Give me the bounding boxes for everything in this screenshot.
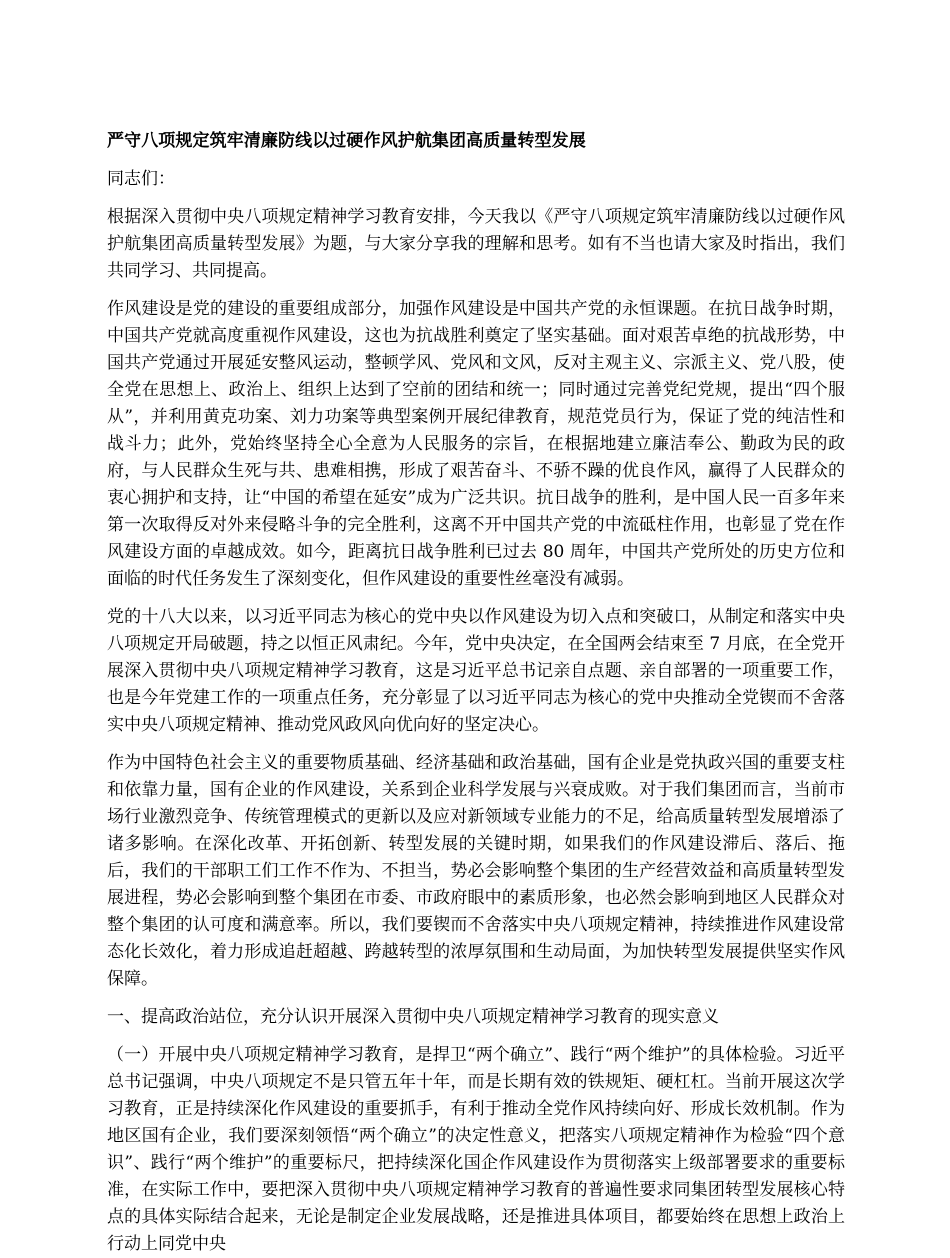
subsection-paragraph-1: （一）开展中央八项规定精神学习教育，是捍卫“两个确立”、践行“两个维护”的具体检验。习近平总书记强调，中央八项规定不是只管五年十年，而是长期有效的铁规矩、硬杠杠。当前开展这次学习教育，正是持续深化作风建设的重要抓手，有利于推动全党作风持续向好、形成长效机制。作为地区国有企业，我们要深刻领悟“两个确立”的决定性意义，把落实八项规定精神作为检验“四个意识”、践行“两个维护”的重要标尺，把持续深化国企作风建设作为贯彻落实上级部署要求的重要标准，在实际工作中，要把深入贯彻中央八项规定精神学习教育的普遍性要求同集团转型发展核心特点的具体实际结合起来，无论是制定企业发展战略，还是推进具体项目，都要始终在思想上政治上行动上同党中央 <box>107 1045 845 1254</box>
body-paragraph-1: 根据深入贯彻中央八项规定精神学习教育安排，今天我以《严守八项规定筑牢清廉防线以过硬作风护航集团高质量转型发展》为题，与大家分享我的理解和思考。如有不当也请大家及时指出，我们共同学习、共同提高。 <box>107 207 845 281</box>
body-paragraph-4: 作为中国特色社会主义的重要物质基础、经济基础和政治基础，国有企业是党执政兴国的重要支柱和依靠力量，国有企业的作风建设，关系到企业科学发展与兴衰成败。对于我们集团而言，当前市场行业激烈竞争、传统管理模式的更新以及应对新领域专业能力的不足，给高质量转型发展增添了诸多影响。在深化改革、开拓创新、转型发展的关键时期，如果我们的作风建设滞后、落后、拖后，我们的干部职工们工作不作为、不担当，势必会影响整个集团的生产经营效益和高质量转型发展进程，势必会影响到整个集团在市委、市政府眼中的素质形象，也必然会影响到地区人民群众对整个集团的认可度和满意率。所以，我们要锲而不舍落实中央八项规定精神，持续推进作风建设常态化长效化，着力形成追赶超越、跨越转型的浓厚氛围和生动局面，为加快转型发展提供坚实作风保障。 <box>107 753 845 989</box>
section-heading-1: 一、提高政治站位，充分认识开展深入贯彻中央八项规定精神学习教育的现实意义 <box>107 1007 719 1027</box>
body-paragraph-3: 党的十八大以来，以习近平同志为核心的党中央以作风建设为切入点和突破口，从制定和落实中央八项规定开局破题，持之以恒正风肃纪。今年，党中央决定，在全国两会结束至 7 月底，在全党开展深入贯彻中央八项规定精神学习教育，这是习近平总书记亲自点题、亲自部署的一项重要工作，也是今年党建工作的一项重点任务，充分彰显了以习近平同志为核心的党中央推动全党锲而不舍落实中央八项规定精神、推动党风政风向优向好的坚定决心。 <box>107 607 845 735</box>
body-paragraph-2: 作风建设是党的建设的重要组成部分，加强作风建设是中国共产党的永恒课题。在抗日战争时期，中国共产党就高度重视作风建设，这也为抗战胜利奠定了坚实基础。面对艰苦卓绝的抗战形势，中国共产党通过开展延安整风运动，整顿学风、党风和文风，反对主观主义、宗派主义、党八股，使全党在思想上、政治上、组织上达到了空前的团结和统一；同时通过完善党纪党规，提出“四个服从”，并利用黄克功案、刘力功案等典型案例开展纪律教育，规范党员行为，保证了党的纯洁性和战斗力；此外，党始终坚持全心全意为人民服务的宗旨，在根据地建立廉洁奉公、勤政为民的政府，与人民群众生死与共、患难相携，形成了艰苦奋斗、不骄不躁的优良作风，赢得了人民群众的衷心拥护和支持，让“中国的希望在延安”成为广泛共识。抗日战争的胜利，是中国人民一百多年来第一次取得反对外来侵略斗争的完全胜利，这离不开中国共产党的中流砥柱作用，也彰显了党在作风建设方面的卓越成效。如今，距离抗日战争胜利已过去 80 周年，中国共产党所处的历史方位和面临的时代任务发生了深刻变化，但作风建设的重要性丝毫没有减弱。 <box>107 299 845 589</box>
document-title: 严守八项规定筑牢清廉防线以过硬作风护航集团高质量转型发展 <box>107 131 586 151</box>
salutation: 同志们： <box>107 169 175 189</box>
